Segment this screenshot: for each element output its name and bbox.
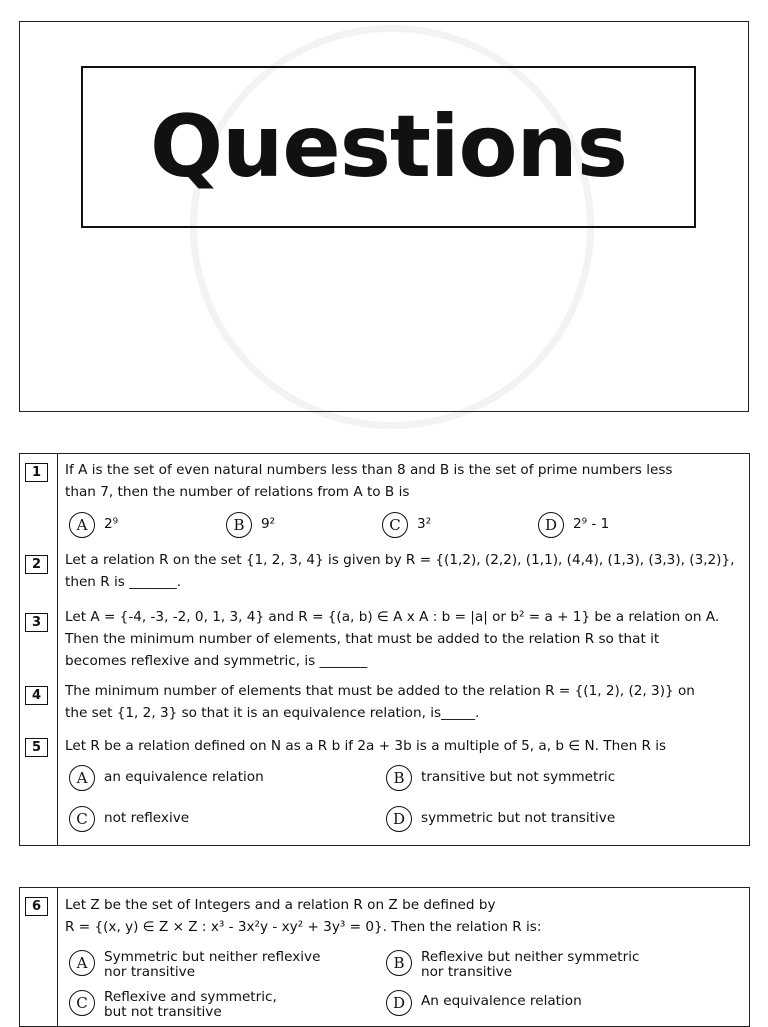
option-text: symmetric but not transitive bbox=[421, 810, 616, 826]
option-text-line: nor transitive bbox=[104, 964, 196, 980]
question-line: Let Z be the set of Integers and a relation R on Z be defined by bbox=[65, 897, 496, 913]
option-letter: C bbox=[69, 990, 95, 1016]
option-text bbox=[421, 990, 582, 1009]
title-box bbox=[81, 66, 696, 228]
option-letter: D bbox=[386, 990, 412, 1016]
option-text: 2⁹ - 1 bbox=[573, 516, 610, 532]
page-title: Questions bbox=[150, 97, 627, 197]
question-line: than 7, then the number of relations from A to B is bbox=[65, 484, 410, 500]
option-text bbox=[104, 950, 320, 980]
option-text: an equivalence relation bbox=[104, 769, 264, 785]
option-letter: A bbox=[69, 765, 95, 791]
option-d[interactable] bbox=[538, 512, 609, 538]
question-line: the set {1, 2, 3} so that it is an equivalence relation, is_____. bbox=[65, 705, 480, 721]
option-text: 9² bbox=[261, 516, 276, 532]
option-text: 3² bbox=[417, 516, 432, 532]
option-c[interactable] bbox=[69, 806, 189, 832]
option-b[interactable] bbox=[386, 765, 615, 791]
option-letter: D bbox=[538, 512, 564, 538]
question-line: Let R be a relation defined on N as a R b if 2a + 3b is a multiple of 5, a, b ∈ N. Then R is bbox=[65, 738, 667, 754]
option-letter: A bbox=[69, 512, 95, 538]
option-text-line: Symmetric but neither reflexive bbox=[104, 949, 321, 965]
question-number: 4 bbox=[25, 686, 48, 705]
option-text-line: but not transitive bbox=[104, 1004, 222, 1020]
question-line: Then the minimum number of elements, that must be added to the relation R so that it bbox=[65, 631, 660, 647]
option-text: transitive but not symmetric bbox=[421, 769, 616, 785]
question-line: then R is _______. bbox=[65, 574, 182, 590]
questions-page-2 bbox=[19, 887, 750, 1027]
option-c[interactable] bbox=[382, 512, 431, 538]
option-b[interactable] bbox=[226, 512, 275, 538]
question-line: Let A = {-4, -3, -2, 0, 1, 3, 4} and R = {(a, b) ∈ A x A : b = |a| or b² = a + 1} be a relation on A. bbox=[65, 609, 720, 625]
option-letter: C bbox=[382, 512, 408, 538]
option-letter: D bbox=[386, 806, 412, 832]
option-text-line: nor transitive bbox=[421, 964, 513, 980]
question-number: 3 bbox=[25, 613, 48, 632]
option-text: not reflexive bbox=[104, 810, 190, 826]
question-line: If A is the set of even natural numbers less than 8 and B is the set of prime numbers less bbox=[65, 462, 673, 478]
option-letter: A bbox=[69, 950, 95, 976]
question-text bbox=[65, 894, 741, 938]
option-letter: B bbox=[386, 950, 412, 976]
option-a[interactable] bbox=[69, 950, 320, 980]
option-letter: C bbox=[69, 806, 95, 832]
option-text-line: Reflexive and symmetric, bbox=[104, 989, 277, 1005]
option-d[interactable] bbox=[386, 806, 615, 832]
question-number: 6 bbox=[25, 897, 48, 916]
option-text-line: An equivalence relation bbox=[421, 993, 582, 1009]
option-text bbox=[104, 990, 277, 1020]
question-text bbox=[65, 459, 741, 503]
option-text bbox=[421, 950, 639, 980]
question-number: 5 bbox=[25, 738, 48, 757]
question-number: 2 bbox=[25, 555, 48, 574]
option-text: 2⁹ bbox=[104, 516, 119, 532]
option-d[interactable] bbox=[386, 990, 582, 1016]
question-line: R = {(x, y) ∈ Z × Z : x³ - 3x²y - xy² + 3y³ = 0}. Then the relation R is: bbox=[65, 919, 542, 935]
option-a[interactable] bbox=[69, 765, 264, 791]
option-text-line: Reflexive but neither symmetric bbox=[421, 949, 640, 965]
option-c[interactable] bbox=[69, 990, 277, 1020]
title-page bbox=[19, 21, 749, 412]
question-text bbox=[65, 680, 741, 724]
question-text bbox=[65, 549, 741, 593]
option-letter: B bbox=[386, 765, 412, 791]
option-letter: B bbox=[226, 512, 252, 538]
question-line: becomes reflexive and symmetric, is _______ bbox=[65, 653, 368, 669]
question-text bbox=[65, 606, 741, 672]
question-text bbox=[65, 735, 741, 757]
question-line: Let a relation R on the set {1, 2, 3, 4} is given by R = {(1,2), (2,2), (1,1), (4,4), (1,3), (3,3), (3,2)}, bbox=[65, 552, 735, 568]
question-line: The minimum number of elements that must be added to the relation R = {(1, 2), (2, 3)} on bbox=[65, 683, 695, 699]
questions-page bbox=[19, 453, 750, 846]
option-b[interactable] bbox=[386, 950, 639, 980]
option-a[interactable] bbox=[69, 512, 118, 538]
question-number: 1 bbox=[25, 463, 48, 482]
